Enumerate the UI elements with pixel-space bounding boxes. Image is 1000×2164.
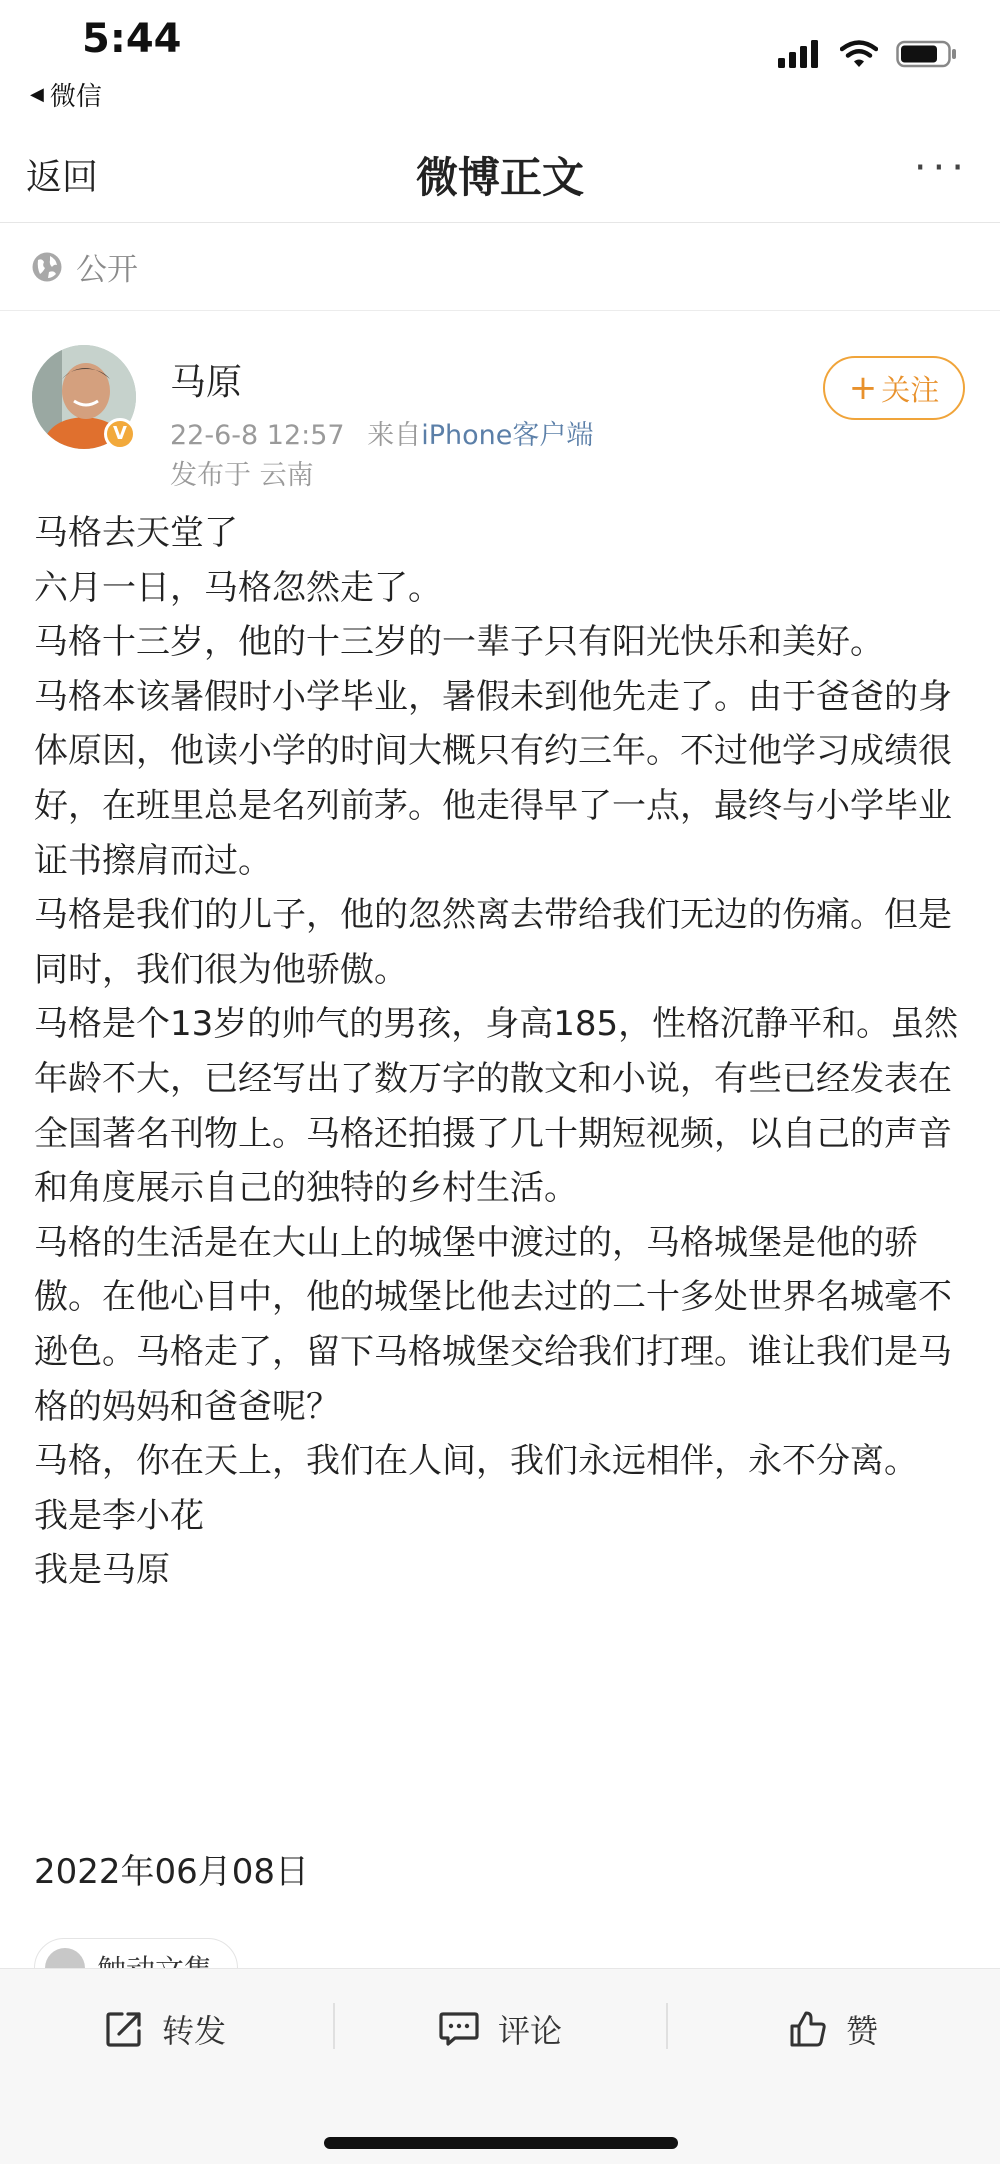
post-body [34,506,972,1598]
post-line: 我是李小花 [34,1495,204,1536]
via-prefix: 来自 [367,420,422,451]
battery-icon [896,40,958,68]
visibility-label: 公开 [76,252,138,288]
post-line: 马格本该暑假时小学毕业，暑假未到他先走了。由于爸爸的身体原因，他读小学的时间大概只有约三年。不过他学习成绩很好，在班里总是名列前茅。他走得早了一点，最终与小学毕业证书擦肩而过。 [34,676,952,881]
nav-bar [0,125,1000,223]
post-location: 发布于 云南 [170,460,314,491]
comment-icon [438,2009,480,2049]
post-meta [170,413,593,452]
back-triangle-icon: ◀ [30,84,44,105]
follow-button[interactable] [823,356,965,420]
visibility-row [0,223,1000,311]
like-button[interactable] [788,1999,878,2059]
back-button[interactable]: 返回 [26,157,99,198]
post-line: 六月一日，马格忽然走了。 [34,567,442,608]
post-line: 马格的生活是在大山上的城堡中渡过的，马格城堡是他的骄傲。在他心目中，他的城堡比他去过的二十多处世界名城毫不逊色。马格走了，留下马格城堡交给我们打理。谁让我们是马格的妈妈和爸爸呢？ [34,1222,952,1427]
post-line: 马格十三岁，他的十三岁的一辈子只有阳光快乐和美好。 [34,622,884,663]
post-timestamp: 22-6-8 12:57 [170,420,345,451]
post-line: 马格去天堂了 [34,513,238,553]
status-bar [0,0,1000,125]
signal-icon [778,40,822,68]
thumbs-up-icon [788,2009,828,2049]
action-divider [333,2003,335,2049]
status-icons [778,40,958,68]
page-title: 微博正文 [415,153,584,202]
repost-label: 转发 [162,2012,227,2050]
back-app-label: 微信 [49,82,102,112]
follow-label: 关注 [881,372,940,407]
action-divider [666,2003,668,2049]
repost-icon [104,2009,144,2049]
post-line: 马格是个13岁的帅气的男孩，身高185，性格沉静平和。虽然年龄不大，已经写出了数万字的散文和小说，有些已经发表在全国著名刊物上。马格还拍摄了几十期短视频，以自己的声音和角度展示自己的独特的乡村生活。 [34,1004,959,1209]
post-line: 马格是我们的儿子，他的忽然离去带给我们无边的伤痛。但是同时，我们很为他骄傲。 [34,895,952,990]
verified-badge-icon: V [104,418,136,450]
back-to-wechat[interactable] [30,76,102,113]
plus-icon: + [848,368,878,408]
repost-button[interactable] [104,1999,226,2059]
status-time: 5:44 [82,16,182,62]
author-name[interactable]: 马原 [170,362,243,403]
comment-button[interactable] [438,1999,562,2059]
home-indicator[interactable] [324,2137,678,2149]
post-date: 2022年06月08日 [34,1852,310,1892]
comment-label: 评论 [498,2012,563,2050]
like-label: 赞 [846,2012,879,2050]
post-line: 马格，你在天上，我们在人间，我们永远相伴，永不分离。 [34,1441,918,1482]
via-source-link[interactable]: iPhone客户端 [421,420,594,451]
wifi-icon [840,40,878,68]
globe-icon [30,250,64,284]
more-options-icon[interactable]: ··· [913,145,970,191]
bottom-action-bar [0,1968,1000,2164]
post-line: 我是马原 [34,1550,170,1591]
